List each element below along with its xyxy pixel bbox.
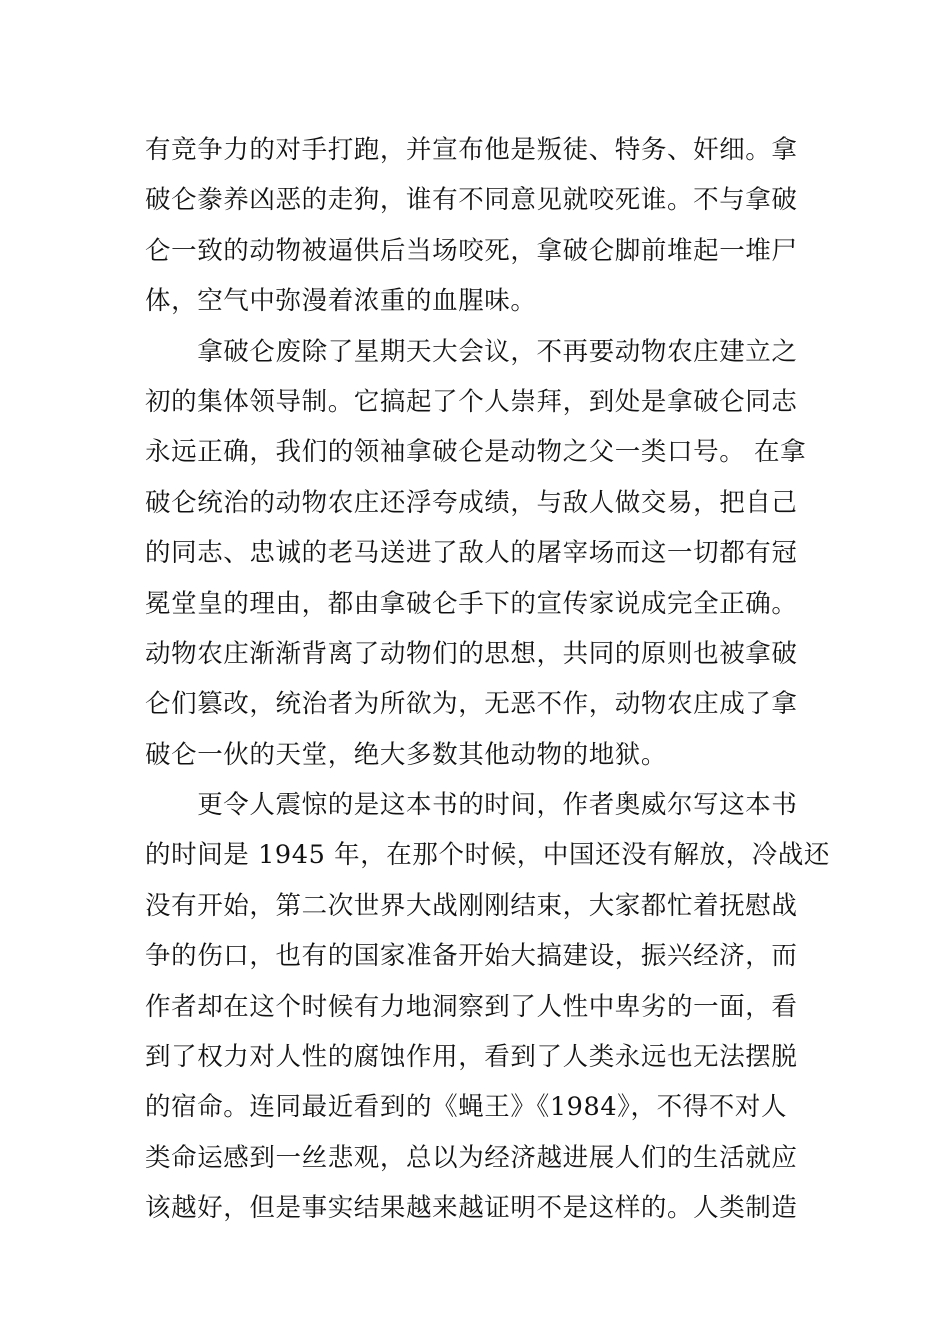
- text-line: 破仑一伙的天堂，绝大多数其他动物的地狱。: [145, 739, 668, 770]
- essay-text: [145, 125, 831, 1234]
- text-line: 作者却在这个时候有力地洞察到了人性中卑劣的一面，看: [145, 991, 798, 1022]
- text-line: 到了权力对人性的腐蚀作用，看到了人类永远也无法摆脱: [145, 1042, 798, 1073]
- text-line: 永远正确，我们的领袖拿破仑是动物之父一类口号。 在拿: [145, 437, 807, 468]
- paragraph-1: [145, 125, 807, 327]
- text-line: 动物农庄渐渐背离了动物们的思想，共同的原则也被拿破: [145, 638, 798, 669]
- text-line: 争的伤口，也有的国家准备开始大搞建设，振兴经济，而: [145, 941, 798, 972]
- text-line: 体，空气中弥漫着浓重的血腥味。: [145, 286, 537, 317]
- text-line: 仑们篡改，统治者为所欲为，无恶不作，动物农庄成了拿: [145, 689, 798, 720]
- text-line: 没有开始，第二次世界大战刚刚结束，大家都忙着抚慰战: [145, 890, 798, 921]
- text-line: 的时间是 1945 年，在那个时候，中国还没有解放，冷战还: [145, 840, 831, 871]
- text-line: 破仑豢养凶恶的走狗，谁有不同意见就咬死谁。不与拿破: [145, 185, 798, 216]
- text-line: 有竞争力的对手打跑，并宣布他是叛徒、特务、奸细。拿: [145, 135, 798, 165]
- text-line: 类命运感到一丝悲观，总以为经济越进展人们的生活就应: [145, 1142, 798, 1173]
- text-line: 冕堂皇的理由，都由拿破仑手下的宣传家说成完全正确。: [145, 588, 798, 619]
- text-line: 拿破仑废除了星期天大会议，不再要动物农庄建立之: [145, 336, 798, 367]
- paragraph-3: [145, 780, 831, 1234]
- text-line: 更令人震惊的是这本书的时间，作者奥威尔写这本书: [145, 790, 798, 821]
- text-line: 仑一致的动物被逼供后当场咬死，拿破仑脚前堆起一堆尸: [145, 235, 798, 266]
- text-line: 该越好，但是事实结果越来越证明不是这样的。人类制造: [145, 1193, 798, 1224]
- text-line: 的宿命。连同最近看到的《蝇王》《1984》，不得不对人: [145, 1092, 788, 1123]
- text-line: 破仑统治的动物农庄还浮夸成绩，与敌人做交易，把自己: [145, 487, 798, 518]
- text-line: 的同志、忠诚的老马送进了敌人的屠宰场而这一切都有冠: [145, 538, 798, 569]
- text-line: 初的集体领导制。它搞起了个人崇拜，到处是拿破仑同志: [145, 386, 798, 417]
- paragraph-2: [145, 327, 807, 781]
